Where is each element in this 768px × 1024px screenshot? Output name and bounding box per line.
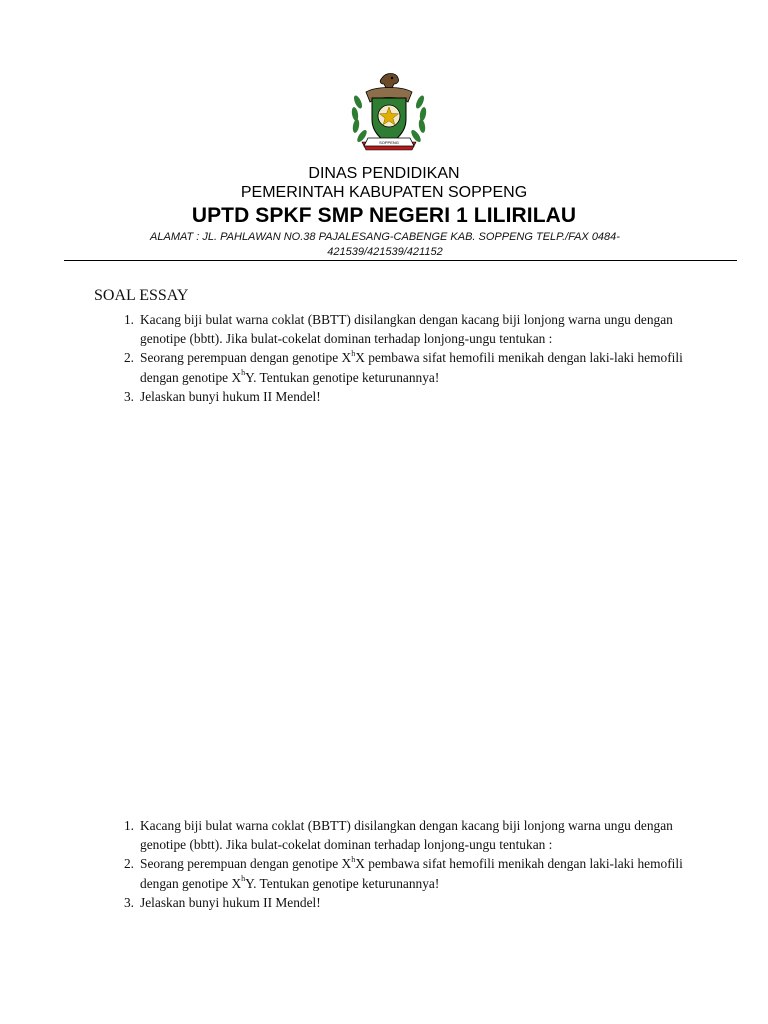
section-title: SOAL ESSAY bbox=[94, 287, 189, 304]
question-text: Kacang biji bulat warna coklat (BBTT) disilangkan dengan kacang biji lonjong warna ungu dengan genotipe (bbtt). Jika bulat-cokelat dominan terhadap lonjong-ungu tentukan : bbox=[140, 818, 673, 853]
question-item bbox=[94, 893, 694, 912]
question-number: 3. bbox=[123, 894, 134, 910]
question-text: Seorang perempuan dengan genotipe $X^hX$ pembawa sifat hemofili menikah dengan laki-laki hemofili dengan genotipe $X^hY$. Tentukan genotipe keturunannya! bbox=[140, 348, 683, 385]
question-item bbox=[94, 854, 694, 892]
question-number: 3. bbox=[123, 388, 134, 404]
question-item bbox=[94, 816, 694, 854]
question-number: 1. bbox=[123, 818, 134, 833]
wreath-left bbox=[351, 94, 369, 143]
address-line: ALAMAT : JL. PAHLAWAN NO.38 PAJALESANG-CABENGE KAB. SOPPENG TELP./FAX 0484-421539/421539/421152 bbox=[150, 231, 620, 258]
soppeng-emblem bbox=[348, 72, 430, 156]
question-text: Jelaskan bunyi hukum II Mendel! bbox=[140, 388, 321, 404]
logo-text: SOPPENG bbox=[379, 140, 399, 145]
government-title: PEMERINTAH KABUPATEN SOPPENG bbox=[240, 184, 528, 201]
question-number: 2. bbox=[123, 856, 134, 872]
question-item bbox=[94, 387, 694, 406]
header-divider bbox=[64, 260, 737, 261]
question-item bbox=[94, 310, 694, 348]
school-name: UPTD SPKF SMP NEGERI 1 LILIRILAU bbox=[191, 204, 577, 227]
agency-title: DINAS PENDIDIKAN bbox=[308, 165, 460, 182]
wreath-right bbox=[410, 94, 428, 143]
question-text: Jelaskan bunyi hukum II Mendel! bbox=[140, 894, 321, 910]
question-text: Kacang biji bulat warna coklat (BBTT) disilangkan dengan kacang biji lonjong warna ungu dengan genotipe (bbtt). Jika bulat-cokelat dominan terhadap lonjong-ungu tentukan : bbox=[140, 312, 673, 347]
question-list-repeat bbox=[94, 816, 694, 912]
question-list bbox=[94, 310, 694, 406]
question-item bbox=[94, 348, 694, 386]
question-number: 2. bbox=[123, 350, 134, 366]
question-number: 1. bbox=[123, 312, 134, 327]
question-text: Seorang perempuan dengan genotipe $X^hX$ pembawa sifat hemofili menikah dengan laki-laki hemofili dengan genotipe $X^hY$. Tentukan genotipe keturunannya! bbox=[140, 854, 683, 891]
